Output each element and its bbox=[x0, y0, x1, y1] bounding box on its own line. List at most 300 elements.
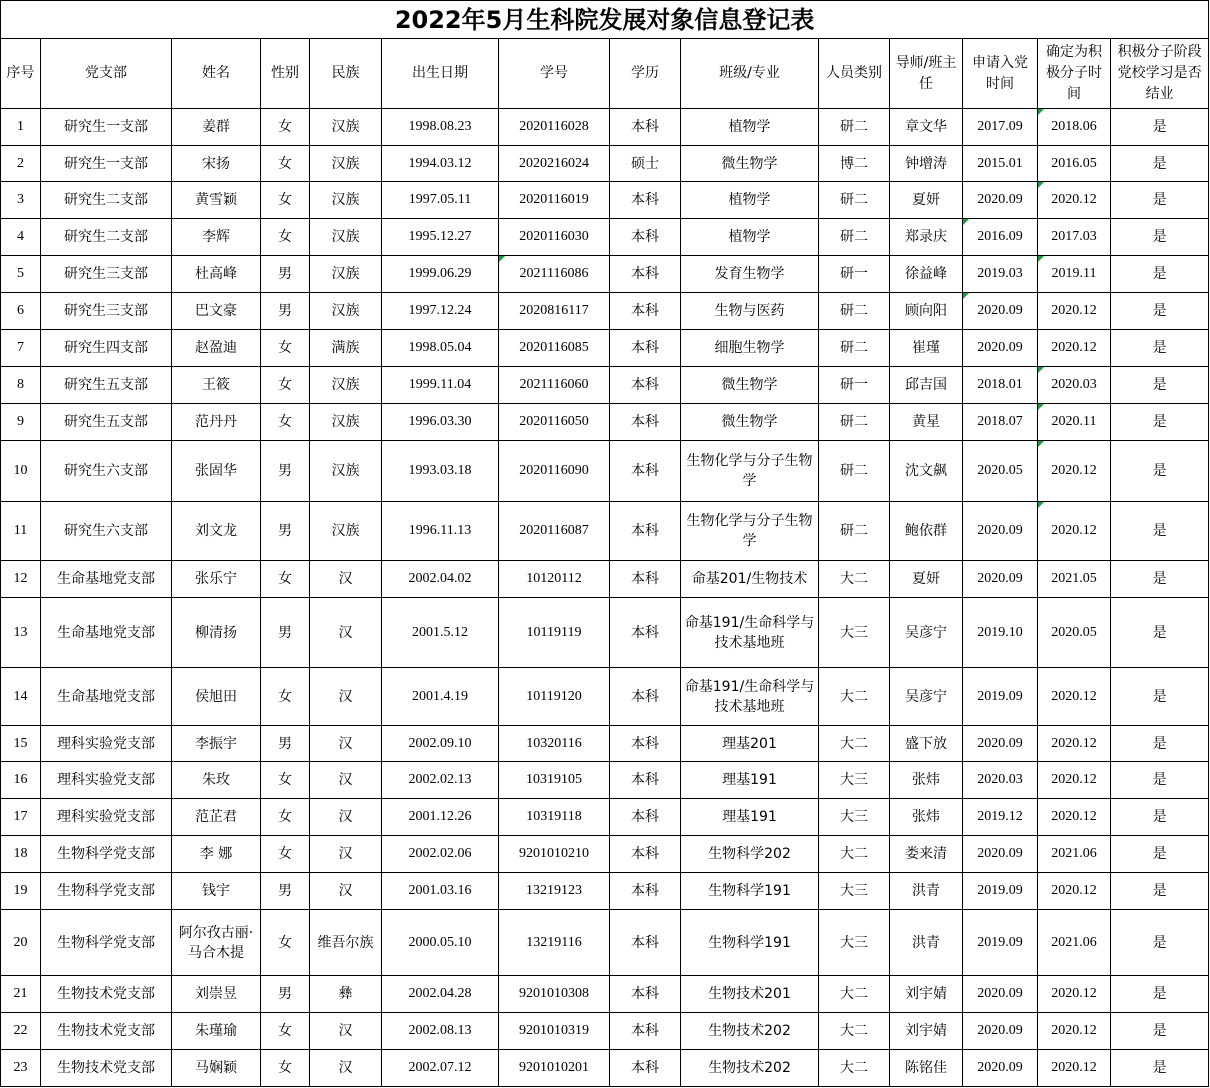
cell-gender: 女 bbox=[261, 762, 310, 799]
header-person-category: 人员类别 bbox=[819, 39, 890, 109]
cell-party-branch: 研究生六支部 bbox=[41, 441, 172, 502]
cell-name: 巴文豪 bbox=[172, 293, 261, 330]
cell-class-major: 微生物学 bbox=[681, 404, 819, 441]
header-class-major: 班级/专业 bbox=[681, 39, 819, 109]
cell-advisor: 崔瑾 bbox=[890, 330, 963, 367]
cell-ethnicity: 汉 bbox=[310, 561, 382, 598]
header-education: 学历 bbox=[610, 39, 681, 109]
cell-activist-date: 2016.05 bbox=[1038, 146, 1111, 182]
cell-advisor: 洪青 bbox=[890, 910, 963, 976]
cell-education: 本科 bbox=[610, 441, 681, 502]
cell-class-major: 微生物学 bbox=[681, 367, 819, 404]
cell-activist-date: 2017.03 bbox=[1038, 219, 1111, 256]
table-row bbox=[1, 561, 1209, 598]
cell-advisor: 黄星 bbox=[890, 404, 963, 441]
table-row bbox=[1, 109, 1209, 146]
cell-education: 本科 bbox=[610, 799, 681, 836]
cell-training-completed: 是 bbox=[1111, 293, 1209, 330]
cell-gender: 女 bbox=[261, 182, 310, 219]
cell-gender: 女 bbox=[261, 404, 310, 441]
cell-name: 柳清扬 bbox=[172, 598, 261, 668]
cell-gender: 女 bbox=[261, 109, 310, 146]
cell-activist-date: 2020.12 bbox=[1038, 293, 1111, 330]
cell-gender: 男 bbox=[261, 976, 310, 1013]
cell-student-id: 10319118 bbox=[499, 799, 610, 836]
cell-apply-date: 2019.09 bbox=[963, 668, 1038, 726]
cell-party-branch: 研究生三支部 bbox=[41, 293, 172, 330]
cell-class-major: 生物科学191 bbox=[681, 910, 819, 976]
cell-birth-date: 1997.05.11 bbox=[382, 182, 499, 219]
cell-advisor: 娄来清 bbox=[890, 836, 963, 873]
cell-ethnicity: 汉 bbox=[310, 1050, 382, 1087]
cell-person-category: 研二 bbox=[819, 502, 890, 561]
cell-ethnicity: 汉族 bbox=[310, 219, 382, 256]
header-gender: 性别 bbox=[261, 39, 310, 109]
cell-index: 13 bbox=[1, 598, 41, 668]
cell-name: 刘文龙 bbox=[172, 502, 261, 561]
cell-education: 本科 bbox=[610, 561, 681, 598]
cell-student-id: 9201010210 bbox=[499, 836, 610, 873]
cell-training-completed: 是 bbox=[1111, 799, 1209, 836]
cell-ethnicity: 汉族 bbox=[310, 146, 382, 182]
cell-advisor: 徐益峰 bbox=[890, 256, 963, 293]
cell-activist-date: 2020.12 bbox=[1038, 1050, 1111, 1087]
cell-apply-date: 2019.09 bbox=[963, 873, 1038, 910]
cell-person-category: 博二 bbox=[819, 146, 890, 182]
cell-apply-date: 2020.09 bbox=[963, 182, 1038, 219]
cell-apply-date: 2019.12 bbox=[963, 799, 1038, 836]
cell-education: 本科 bbox=[610, 976, 681, 1013]
cell-person-category: 大二 bbox=[819, 561, 890, 598]
cell-party-branch: 研究生六支部 bbox=[41, 502, 172, 561]
cell-advisor: 邱吉国 bbox=[890, 367, 963, 404]
cell-index: 4 bbox=[1, 219, 41, 256]
cell-name: 张乐宁 bbox=[172, 561, 261, 598]
table-row bbox=[1, 836, 1209, 873]
cell-index: 17 bbox=[1, 799, 41, 836]
cell-apply-date: 2019.03 bbox=[963, 256, 1038, 293]
cell-activist-date: 2020.12 bbox=[1038, 668, 1111, 726]
cell-party-branch: 生命基地党支部 bbox=[41, 561, 172, 598]
cell-apply-date: 2020.09 bbox=[963, 502, 1038, 561]
cell-education: 本科 bbox=[610, 256, 681, 293]
cell-birth-date: 1994.03.12 bbox=[382, 146, 499, 182]
table-row bbox=[1, 726, 1209, 762]
cell-activist-date: 2020.12 bbox=[1038, 762, 1111, 799]
cell-advisor: 夏妍 bbox=[890, 182, 963, 219]
cell-party-branch: 生命基地党支部 bbox=[41, 668, 172, 726]
header-apply-date: 申请入党时间 bbox=[963, 39, 1038, 109]
cell-index: 8 bbox=[1, 367, 41, 404]
cell-activist-date: 2020.05 bbox=[1038, 598, 1111, 668]
cell-ethnicity: 汉族 bbox=[310, 182, 382, 219]
cell-activist-date: 2021.05 bbox=[1038, 561, 1111, 598]
cell-person-category: 大二 bbox=[819, 1013, 890, 1050]
cell-class-major: 生物科学191 bbox=[681, 873, 819, 910]
page-title: 2022年5月生科院发展对象信息登记表 bbox=[1, 1, 1209, 39]
cell-apply-date: 2015.01 bbox=[963, 146, 1038, 182]
cell-name: 李振宇 bbox=[172, 726, 261, 762]
cell-activist-date: 2020.12 bbox=[1038, 976, 1111, 1013]
cell-birth-date: 2002.04.28 bbox=[382, 976, 499, 1013]
cell-party-branch: 研究生四支部 bbox=[41, 330, 172, 367]
cell-training-completed: 是 bbox=[1111, 873, 1209, 910]
cell-student-id: 2020116028 bbox=[499, 109, 610, 146]
cell-training-completed: 是 bbox=[1111, 109, 1209, 146]
cell-person-category: 研二 bbox=[819, 330, 890, 367]
cell-ethnicity: 汉 bbox=[310, 668, 382, 726]
cell-student-id: 2020116050 bbox=[499, 404, 610, 441]
cell-class-major: 生物化学与分子生物学 bbox=[681, 441, 819, 502]
cell-training-completed: 是 bbox=[1111, 561, 1209, 598]
cell-party-branch: 研究生五支部 bbox=[41, 404, 172, 441]
cell-birth-date: 2001.03.16 bbox=[382, 873, 499, 910]
header-advisor: 导师/班主任 bbox=[890, 39, 963, 109]
cell-activist-date: 2020.12 bbox=[1038, 799, 1111, 836]
cell-gender: 女 bbox=[261, 668, 310, 726]
cell-training-completed: 是 bbox=[1111, 726, 1209, 762]
cell-apply-date: 2018.01 bbox=[963, 367, 1038, 404]
title-row bbox=[1, 1, 1209, 39]
cell-person-category: 大三 bbox=[819, 873, 890, 910]
cell-person-category: 研二 bbox=[819, 441, 890, 502]
cell-party-branch: 研究生一支部 bbox=[41, 146, 172, 182]
cell-name: 李 娜 bbox=[172, 836, 261, 873]
cell-training-completed: 是 bbox=[1111, 502, 1209, 561]
cell-education: 本科 bbox=[610, 109, 681, 146]
cell-name: 刘崇昱 bbox=[172, 976, 261, 1013]
cell-ethnicity: 汉族 bbox=[310, 367, 382, 404]
cell-advisor: 刘宇婧 bbox=[890, 976, 963, 1013]
cell-advisor: 张炜 bbox=[890, 799, 963, 836]
cell-gender: 女 bbox=[261, 330, 310, 367]
cell-student-id: 10320116 bbox=[499, 726, 610, 762]
cell-person-category: 大二 bbox=[819, 726, 890, 762]
cell-student-id: 9201010319 bbox=[499, 1013, 610, 1050]
cell-activist-date: 2021.06 bbox=[1038, 836, 1111, 873]
cell-gender: 女 bbox=[261, 219, 310, 256]
cell-name: 范芷君 bbox=[172, 799, 261, 836]
cell-name: 李辉 bbox=[172, 219, 261, 256]
cell-apply-date: 2020.09 bbox=[963, 1050, 1038, 1087]
cell-apply-date: 2018.07 bbox=[963, 404, 1038, 441]
cell-class-major: 理基201 bbox=[681, 726, 819, 762]
cell-index: 18 bbox=[1, 836, 41, 873]
cell-advisor: 章文华 bbox=[890, 109, 963, 146]
cell-class-major: 生物技术202 bbox=[681, 1050, 819, 1087]
table-row bbox=[1, 1050, 1209, 1087]
cell-class-major: 生物化学与分子生物学 bbox=[681, 502, 819, 561]
cell-student-id: 2021116086 bbox=[499, 256, 610, 293]
cell-ethnicity: 满族 bbox=[310, 330, 382, 367]
table-row bbox=[1, 330, 1209, 367]
cell-training-completed: 是 bbox=[1111, 836, 1209, 873]
cell-name: 王筱 bbox=[172, 367, 261, 404]
cell-apply-date: 2020.09 bbox=[963, 836, 1038, 873]
cell-class-major: 生物与医药 bbox=[681, 293, 819, 330]
cell-name: 姜群 bbox=[172, 109, 261, 146]
cell-party-branch: 理科实验党支部 bbox=[41, 799, 172, 836]
cell-gender: 男 bbox=[261, 256, 310, 293]
cell-party-branch: 生物科学党支部 bbox=[41, 836, 172, 873]
cell-ethnicity: 彝 bbox=[310, 976, 382, 1013]
cell-education: 本科 bbox=[610, 1050, 681, 1087]
cell-person-category: 研一 bbox=[819, 367, 890, 404]
cell-person-category: 研二 bbox=[819, 109, 890, 146]
cell-birth-date: 2002.04.02 bbox=[382, 561, 499, 598]
table-row bbox=[1, 441, 1209, 502]
cell-name: 杜高峰 bbox=[172, 256, 261, 293]
cell-index: 23 bbox=[1, 1050, 41, 1087]
cell-class-major: 命基191/生命科学与技术基地班 bbox=[681, 668, 819, 726]
cell-education: 本科 bbox=[610, 910, 681, 976]
cell-gender: 女 bbox=[261, 910, 310, 976]
cell-training-completed: 是 bbox=[1111, 1050, 1209, 1087]
cell-index: 2 bbox=[1, 146, 41, 182]
cell-party-branch: 生物科学党支部 bbox=[41, 910, 172, 976]
cell-ethnicity: 汉 bbox=[310, 598, 382, 668]
table-row bbox=[1, 598, 1209, 668]
cell-advisor: 夏妍 bbox=[890, 561, 963, 598]
cell-ethnicity: 汉 bbox=[310, 762, 382, 799]
cell-ethnicity: 汉族 bbox=[310, 502, 382, 561]
cell-training-completed: 是 bbox=[1111, 976, 1209, 1013]
header-name: 姓名 bbox=[172, 39, 261, 109]
cell-apply-date: 2020.09 bbox=[963, 1013, 1038, 1050]
table-row bbox=[1, 873, 1209, 910]
cell-apply-date: 2020.05 bbox=[963, 441, 1038, 502]
header-student-id: 学号 bbox=[499, 39, 610, 109]
table-row bbox=[1, 1013, 1209, 1050]
cell-index: 6 bbox=[1, 293, 41, 330]
cell-student-id: 2020116019 bbox=[499, 182, 610, 219]
cell-party-branch: 生物科学党支部 bbox=[41, 873, 172, 910]
cell-gender: 女 bbox=[261, 1013, 310, 1050]
cell-class-major: 植物学 bbox=[681, 182, 819, 219]
cell-name: 范丹丹 bbox=[172, 404, 261, 441]
cell-advisor: 洪青 bbox=[890, 873, 963, 910]
table-row bbox=[1, 762, 1209, 799]
cell-ethnicity: 汉族 bbox=[310, 256, 382, 293]
cell-apply-date: 2020.03 bbox=[963, 762, 1038, 799]
cell-person-category: 研二 bbox=[819, 219, 890, 256]
cell-education: 本科 bbox=[610, 1013, 681, 1050]
cell-training-completed: 是 bbox=[1111, 598, 1209, 668]
cell-education: 本科 bbox=[610, 873, 681, 910]
cell-gender: 女 bbox=[261, 1050, 310, 1087]
cell-advisor: 盛下放 bbox=[890, 726, 963, 762]
cell-advisor: 吴彦宁 bbox=[890, 668, 963, 726]
cell-party-branch: 研究生二支部 bbox=[41, 182, 172, 219]
cell-index: 7 bbox=[1, 330, 41, 367]
cell-activist-date: 2020.12 bbox=[1038, 726, 1111, 762]
cell-training-completed: 是 bbox=[1111, 762, 1209, 799]
cell-index: 21 bbox=[1, 976, 41, 1013]
cell-ethnicity: 维吾尔族 bbox=[310, 910, 382, 976]
cell-birth-date: 1998.08.23 bbox=[382, 109, 499, 146]
cell-ethnicity: 汉族 bbox=[310, 441, 382, 502]
cell-class-major: 命基191/生命科学与技术基地班 bbox=[681, 598, 819, 668]
cell-index: 12 bbox=[1, 561, 41, 598]
cell-name: 侯旭田 bbox=[172, 668, 261, 726]
cell-birth-date: 2002.07.12 bbox=[382, 1050, 499, 1087]
cell-party-branch: 研究生五支部 bbox=[41, 367, 172, 404]
cell-activist-date: 2020.12 bbox=[1038, 1013, 1111, 1050]
cell-advisor: 刘宇婧 bbox=[890, 1013, 963, 1050]
cell-apply-date: 2020.09 bbox=[963, 976, 1038, 1013]
cell-education: 本科 bbox=[610, 668, 681, 726]
cell-ethnicity: 汉 bbox=[310, 873, 382, 910]
cell-person-category: 研二 bbox=[819, 293, 890, 330]
header-activist-date: 确定为积极分子时间 bbox=[1038, 39, 1111, 109]
cell-person-category: 大三 bbox=[819, 799, 890, 836]
cell-apply-date: 2016.09 bbox=[963, 219, 1038, 256]
cell-name: 朱瑾瑜 bbox=[172, 1013, 261, 1050]
cell-ethnicity: 汉 bbox=[310, 726, 382, 762]
cell-student-id: 2020116087 bbox=[499, 502, 610, 561]
cell-training-completed: 是 bbox=[1111, 219, 1209, 256]
cell-name: 阿尔孜古丽·马合木提 bbox=[172, 910, 261, 976]
cell-person-category: 研一 bbox=[819, 256, 890, 293]
cell-index: 1 bbox=[1, 109, 41, 146]
cell-party-branch: 生物技术党支部 bbox=[41, 1050, 172, 1087]
cell-education: 本科 bbox=[610, 598, 681, 668]
cell-index: 19 bbox=[1, 873, 41, 910]
cell-training-completed: 是 bbox=[1111, 146, 1209, 182]
cell-ethnicity: 汉 bbox=[310, 1013, 382, 1050]
cell-activist-date: 2020.03 bbox=[1038, 367, 1111, 404]
cell-party-branch: 研究生二支部 bbox=[41, 219, 172, 256]
cell-birth-date: 2002.08.13 bbox=[382, 1013, 499, 1050]
cell-party-branch: 生物技术党支部 bbox=[41, 1013, 172, 1050]
table-row bbox=[1, 976, 1209, 1013]
cell-class-major: 植物学 bbox=[681, 109, 819, 146]
cell-apply-date: 2020.09 bbox=[963, 726, 1038, 762]
table-row bbox=[1, 404, 1209, 441]
cell-student-id: 2020216024 bbox=[499, 146, 610, 182]
cell-apply-date: 2019.10 bbox=[963, 598, 1038, 668]
cell-student-id: 10120112 bbox=[499, 561, 610, 598]
cell-apply-date: 2020.09 bbox=[963, 293, 1038, 330]
table-row bbox=[1, 219, 1209, 256]
cell-gender: 女 bbox=[261, 146, 310, 182]
cell-student-id: 9201010308 bbox=[499, 976, 610, 1013]
cell-gender: 男 bbox=[261, 598, 310, 668]
cell-birth-date: 1995.12.27 bbox=[382, 219, 499, 256]
cell-person-category: 大三 bbox=[819, 762, 890, 799]
table-row bbox=[1, 799, 1209, 836]
cell-education: 本科 bbox=[610, 182, 681, 219]
cell-education: 硕士 bbox=[610, 146, 681, 182]
cell-activist-date: 2020.12 bbox=[1038, 330, 1111, 367]
cell-party-branch: 研究生三支部 bbox=[41, 256, 172, 293]
cell-name: 黄雪颖 bbox=[172, 182, 261, 219]
cell-student-id: 10319105 bbox=[499, 762, 610, 799]
cell-class-major: 生物科学202 bbox=[681, 836, 819, 873]
header-ethnicity: 民族 bbox=[310, 39, 382, 109]
cell-gender: 男 bbox=[261, 873, 310, 910]
cell-education: 本科 bbox=[610, 367, 681, 404]
header-training-completed: 积极分子阶段党校学习是否结业 bbox=[1111, 39, 1209, 109]
cell-gender: 男 bbox=[261, 293, 310, 330]
cell-birth-date: 1998.05.04 bbox=[382, 330, 499, 367]
table-row bbox=[1, 367, 1209, 404]
cell-index: 15 bbox=[1, 726, 41, 762]
cell-education: 本科 bbox=[610, 330, 681, 367]
cell-student-id: 10119119 bbox=[499, 598, 610, 668]
cell-birth-date: 1993.03.18 bbox=[382, 441, 499, 502]
cell-advisor: 钟增涛 bbox=[890, 146, 963, 182]
cell-student-id: 13219123 bbox=[499, 873, 610, 910]
cell-student-id: 2020816117 bbox=[499, 293, 610, 330]
cell-student-id: 9201010201 bbox=[499, 1050, 610, 1087]
cell-student-id: 2020116085 bbox=[499, 330, 610, 367]
cell-education: 本科 bbox=[610, 726, 681, 762]
cell-birth-date: 1996.03.30 bbox=[382, 404, 499, 441]
cell-training-completed: 是 bbox=[1111, 910, 1209, 976]
cell-index: 5 bbox=[1, 256, 41, 293]
cell-apply-date: 2020.09 bbox=[963, 330, 1038, 367]
cell-gender: 女 bbox=[261, 799, 310, 836]
cell-birth-date: 1996.11.13 bbox=[382, 502, 499, 561]
cell-person-category: 大二 bbox=[819, 668, 890, 726]
cell-gender: 男 bbox=[261, 502, 310, 561]
cell-training-completed: 是 bbox=[1111, 404, 1209, 441]
cell-training-completed: 是 bbox=[1111, 1013, 1209, 1050]
cell-index: 11 bbox=[1, 502, 41, 561]
cell-birth-date: 2001.5.12 bbox=[382, 598, 499, 668]
cell-ethnicity: 汉族 bbox=[310, 109, 382, 146]
cell-advisor: 吴彦宁 bbox=[890, 598, 963, 668]
cell-apply-date: 2019.09 bbox=[963, 910, 1038, 976]
cell-student-id: 2020116030 bbox=[499, 219, 610, 256]
cell-index: 22 bbox=[1, 1013, 41, 1050]
cell-birth-date: 2002.02.06 bbox=[382, 836, 499, 873]
cell-advisor: 沈文飙 bbox=[890, 441, 963, 502]
cell-training-completed: 是 bbox=[1111, 256, 1209, 293]
cell-activist-date: 2020.12 bbox=[1038, 182, 1111, 219]
cell-education: 本科 bbox=[610, 404, 681, 441]
cell-index: 20 bbox=[1, 910, 41, 976]
cell-activist-date: 2020.12 bbox=[1038, 502, 1111, 561]
cell-party-branch: 生物技术党支部 bbox=[41, 976, 172, 1013]
cell-person-category: 大三 bbox=[819, 910, 890, 976]
cell-ethnicity: 汉 bbox=[310, 836, 382, 873]
cell-activist-date: 2020.12 bbox=[1038, 873, 1111, 910]
cell-party-branch: 理科实验党支部 bbox=[41, 726, 172, 762]
table-row bbox=[1, 182, 1209, 219]
cell-name: 张固华 bbox=[172, 441, 261, 502]
cell-birth-date: 2002.02.13 bbox=[382, 762, 499, 799]
cell-index: 3 bbox=[1, 182, 41, 219]
cell-advisor: 鲍依群 bbox=[890, 502, 963, 561]
cell-student-id: 10119120 bbox=[499, 668, 610, 726]
cell-person-category: 研二 bbox=[819, 182, 890, 219]
cell-advisor: 郑录庆 bbox=[890, 219, 963, 256]
cell-index: 10 bbox=[1, 441, 41, 502]
cell-activist-date: 2020.12 bbox=[1038, 441, 1111, 502]
cell-party-branch: 生命基地党支部 bbox=[41, 598, 172, 668]
cell-training-completed: 是 bbox=[1111, 441, 1209, 502]
cell-ethnicity: 汉族 bbox=[310, 293, 382, 330]
cell-apply-date: 2017.09 bbox=[963, 109, 1038, 146]
cell-class-major: 命基201/生物技术 bbox=[681, 561, 819, 598]
cell-advisor: 张炜 bbox=[890, 762, 963, 799]
cell-training-completed: 是 bbox=[1111, 182, 1209, 219]
cell-student-id: 2021116060 bbox=[499, 367, 610, 404]
table-row bbox=[1, 910, 1209, 976]
cell-education: 本科 bbox=[610, 219, 681, 256]
